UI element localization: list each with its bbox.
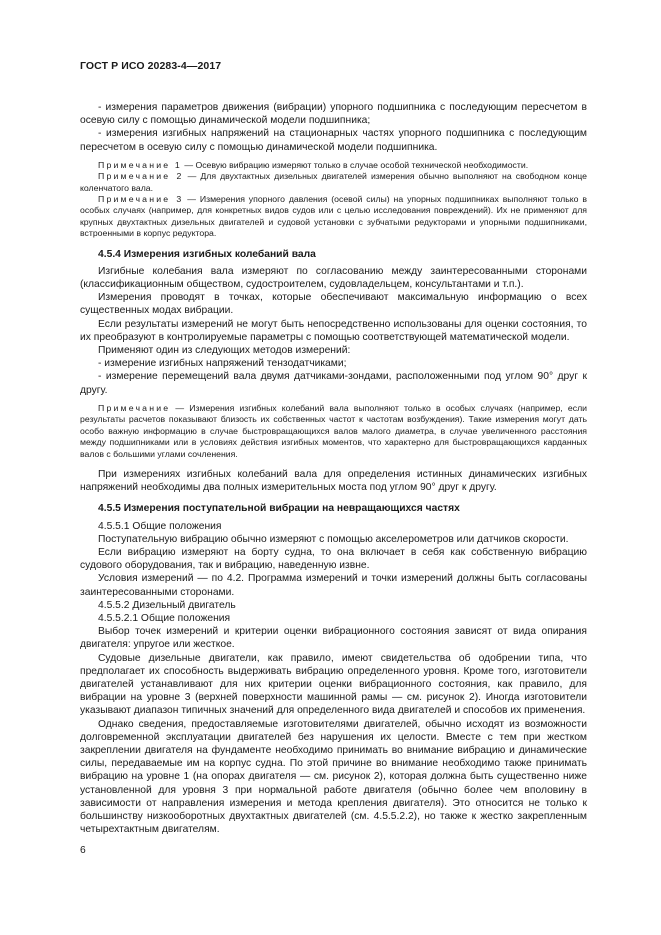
paragraph: Применяют один из следующих методов измерений: (98, 345, 351, 357)
note-label: Примечание 3 (98, 194, 184, 205)
note-text: — Измерения изгибных колебаний вала выполняют только в особых случаях (например, если результаты расчетов показывают близость их собственных частот к частотам возбуждения). Такие измерения могут дать особо важную информацию в случае быстровращающихся валов малого диаметра, в случае увеличенного расстояния между подшипниками или в условиях действия изгибных моментов, что характерно для быстровращающихся карданных валов с большими углами сочленения. (80, 402, 587, 459)
subsection-title: 4.5.5.1 Общие положения (98, 520, 222, 532)
note-label: Примечание (98, 402, 171, 413)
paragraph: Поступательную вибрацию обычно измеряют с помощью акселерометров или датчиков скорости. (98, 533, 569, 545)
paragraph: При измерениях изгибных колебаний вала для определения истинных динамических изгибных напряжений необходимы два полных измерительных моста под углом 90° друг к другу. (80, 468, 587, 494)
subsection-title: 4.5.5.2 Дизельный двигатель (98, 599, 236, 611)
paragraph: Измерения проводят в точках, которые обеспечивают максимальную информацию о всех существенных модах вибрации. (80, 292, 587, 317)
note (80, 194, 587, 240)
paragraph: Однако сведения, предоставляемые изготовителями двигателей, обычно исходят из возможности долговременной эксплуатации двигателей без нарушения их целости. Вместе с тем при жестком закреплении двигателя на фундаменте необходимо принимать во внимание вибрацию и динамические силы, передаваемые им на корпус судна. По этой причине во внимание необходимо также принимать вибрацию на уровне 1 (на опорах двигателя — см. рисунок 2), которая должна быть существенно ниже установленной для уровня 3 при нормальной работе двигателя (обычно более чем вполовину в зависимости от направления измерения и метода крепления двигателя). Это относится не только к большинству низкооборотных двухтактных двигателей (см. 4.5.5.2.2), но также к жестко закрепленным четырехтактным двигателям. (80, 718, 587, 836)
paragraph: - измерения изгибных напряжений на стационарных частях упорного подшипника с последующим пересчетом в осевую силу с помощью динамической модели подшипника. (80, 128, 587, 153)
document-body (80, 101, 587, 836)
paragraph: Выбор точек измерений и критерии оценки вибрационного состояния зависят от вида опирания двигателя: упругое или жесткое. (80, 626, 587, 651)
page-number: 6 (80, 845, 86, 856)
note-text: — Осевую вибрацию измеряют только в случае особой технической необходимости. (181, 159, 529, 170)
paragraph: Если результаты измерений не могут быть непосредственно использованы для оценки состояния, то их преобразуют в контролируемые параметры с помощью соответствующей математической модели. (80, 318, 587, 343)
section-heading: 4.5.5 Измерения поступательной вибрации на невращающихся частях (98, 503, 460, 515)
section-heading: 4.5.4 Измерения изгибных колебаний вала (98, 248, 316, 260)
paragraph: - измерение изгибных напряжений тензодатчиками; (98, 358, 347, 370)
note (80, 403, 587, 460)
note (80, 160, 587, 171)
subsection-title: 4.5.5.2.1 Общие положения (98, 612, 231, 624)
paragraph: Если вибрацию измеряют на борту судна, то она включает в себя как собственную вибрацию судового оборудования, так и вибрацию, наведенную извне. (80, 546, 587, 572)
note-text: — Для двухтактных дизельных двигателей измерения обычно выполняют на свободном конце коленчатого вала. (80, 171, 587, 193)
paragraph: - измерения параметров движения (вибрации) упорного подшипника с последующим пересчетом в осевую силу с помощью динамической модели подшипника; (80, 102, 587, 127)
paragraph: Условия измерений — по 4.2. Программа измерений и точки измерений должны быть согласованы заинтересованными сторонами. (80, 573, 587, 598)
paragraph: - измерение перемещений вала двумя датчиками-зондами, расположенными под углом 90° друг к другу. (80, 371, 587, 396)
note-text: — Измерения упорного давления (осевой силы) на упорных подшипниках выполняют только в особых случаях (например, для конкретных видов судов или с целью исследования повреждений). Их не применяют для крупных двухтактных дизельных двигателей и судовой установки с зубчатыми редукторами и упорными подшипниками, встроенными в корпус редуктора. (80, 194, 587, 239)
note (80, 171, 587, 194)
note-label: Примечание 1 (98, 159, 182, 170)
paragraph: Судовые дизельные двигатели, как правило, имеют свидетельства об одобрении типа, что предполагает их способность выдерживать вибрацию определенного уровня. Кроме того, изготовители двигателей устанавливают для них критерии оценки вибрационного состояния, как правило, для вибрации на уровне 3 (верхней поверхности машинной рамы — см. рисунок 2). Иногда изготовители указывают диапазон типичных значений для определенного вида двигателей и способов их применения. (80, 652, 587, 717)
note-label: Примечание 2 (98, 171, 184, 182)
document-header: ГОСТ Р ИСО 20283-4—2017 (80, 60, 222, 72)
paragraph: Изгибные колебания вала измеряют по согласованию между заинтересованными сторонами (классификационным обществом, судостроителем, судовладельцем, консультантами и т.п.). (80, 265, 587, 291)
